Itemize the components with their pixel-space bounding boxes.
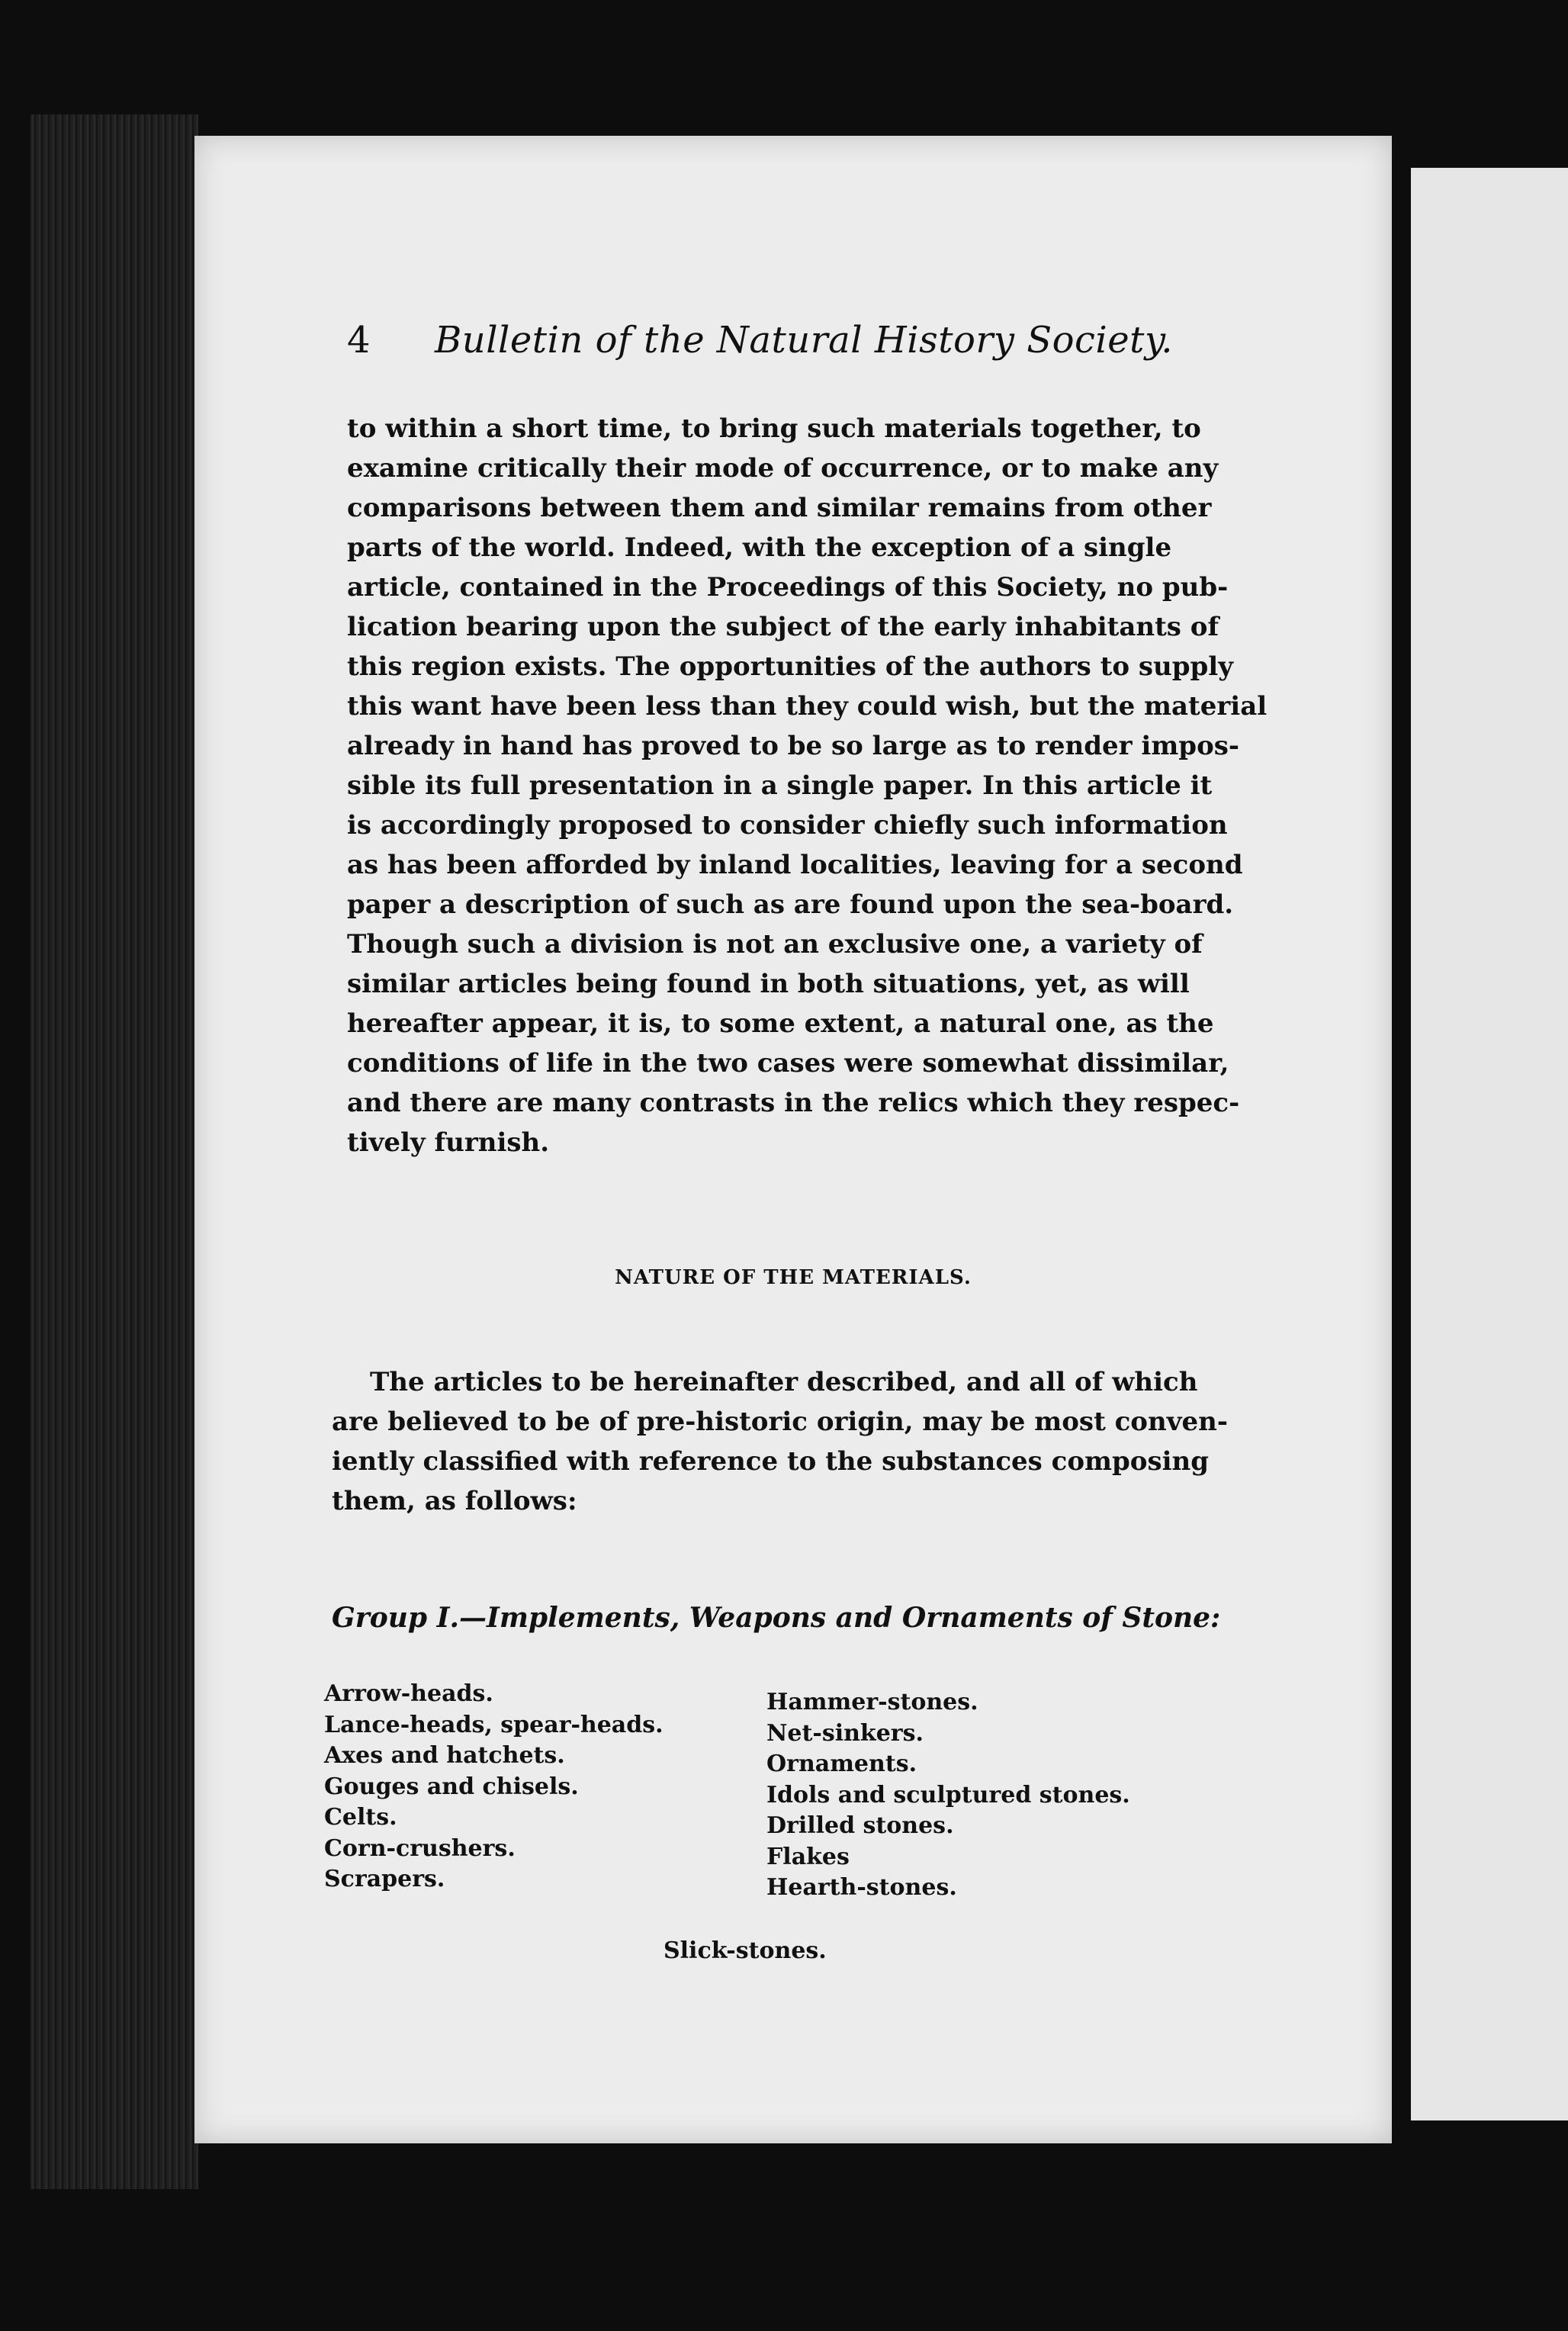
running-head: Bulletin of the Natural History Society. xyxy=(435,319,1173,362)
page-number: 4 xyxy=(347,319,371,362)
text-line: this region exists. The opportunities of the authors to supply xyxy=(347,651,1233,682)
text-line: parts of the world. Indeed, with the exception of a single xyxy=(347,532,1172,563)
list-item: Corn-crushers. xyxy=(324,1834,516,1862)
list-right-column xyxy=(766,1687,1130,1904)
text-line: hereafter appear, it is, to some extent, a natural one, as the xyxy=(347,1008,1214,1039)
text-line: paper a description of such as are found upon the sea-board. xyxy=(347,889,1234,920)
list-item: Flakes xyxy=(766,1843,850,1870)
text-line: comparisons between them and similar remains from other xyxy=(347,493,1212,523)
group-heading: Group I.—Implements, Weapons and Ornaments of Stone: xyxy=(332,1602,1221,1634)
list-item: Scrapers. xyxy=(324,1866,445,1892)
page xyxy=(194,136,1392,2143)
list-left-column xyxy=(324,1679,664,1895)
text-line: conditions of life in the two cases were somewhat dissimilar, xyxy=(347,1048,1229,1079)
text-line: to within a short time, to bring such materials together, to xyxy=(347,413,1201,444)
paragraph-2 xyxy=(332,1362,1232,1521)
list-item: Gouges and chisels. xyxy=(324,1773,579,1800)
text-line: Though such a division is not an exclusive one, a variety of xyxy=(347,929,1203,960)
text-line: lication bearing upon the subject of the early inhabitants of xyxy=(347,612,1219,642)
list-item: Lance-heads, spear-heads. xyxy=(324,1711,664,1738)
list-item-last: Slick-stones. xyxy=(664,1937,827,1964)
list-item: Hearth-stones. xyxy=(766,1874,957,1901)
text-line: and there are many contrasts in the relics which they respec- xyxy=(347,1088,1240,1118)
list-item: Arrow-heads. xyxy=(324,1680,493,1707)
adjacent-page-edge xyxy=(1411,168,1568,2120)
text-line: this want have been less than they could wish, but the material xyxy=(347,691,1268,722)
list-item: Axes and hatchets. xyxy=(324,1742,565,1769)
list-item: Drilled stones. xyxy=(766,1812,954,1839)
list-item: Idols and sculptured stones. xyxy=(766,1781,1130,1809)
text-line: them, as follows: xyxy=(332,1486,577,1516)
text-line: examine critically their mode of occurrence, or to make any xyxy=(347,453,1219,484)
text-line: iently classified with reference to the substances composing xyxy=(332,1446,1209,1477)
text-line: sible its full presentation in a single paper. In this article it xyxy=(347,770,1213,801)
list-item: Hammer-stones. xyxy=(766,1689,978,1715)
book-edge xyxy=(31,114,198,2189)
section-title: NATURE OF THE MATERIALS. xyxy=(615,1266,972,1289)
text-line: are believed to be of pre-historic origin, may be most conven- xyxy=(332,1407,1228,1437)
text-line: as has been afforded by inland localities, leaving for a second xyxy=(347,850,1243,880)
paragraph-1 xyxy=(347,409,1268,1162)
list-item: Celts. xyxy=(324,1804,397,1831)
list-item: Net-sinkers. xyxy=(766,1719,924,1747)
text-line: similar articles being found in both situations, yet, as will xyxy=(347,969,1190,999)
text-line: article, contained in the Proceedings of this Society, no pub- xyxy=(347,572,1229,603)
text-line: The articles to be hereinafter described, and all of which xyxy=(370,1367,1198,1397)
page-header xyxy=(347,319,1354,387)
text-line: is accordingly proposed to consider chiefly such information xyxy=(347,810,1228,841)
text-line: already in hand has proved to be so large as to render impos- xyxy=(347,731,1239,761)
text-line: tively furnish. xyxy=(347,1127,550,1158)
list-item: Ornaments. xyxy=(766,1751,917,1777)
